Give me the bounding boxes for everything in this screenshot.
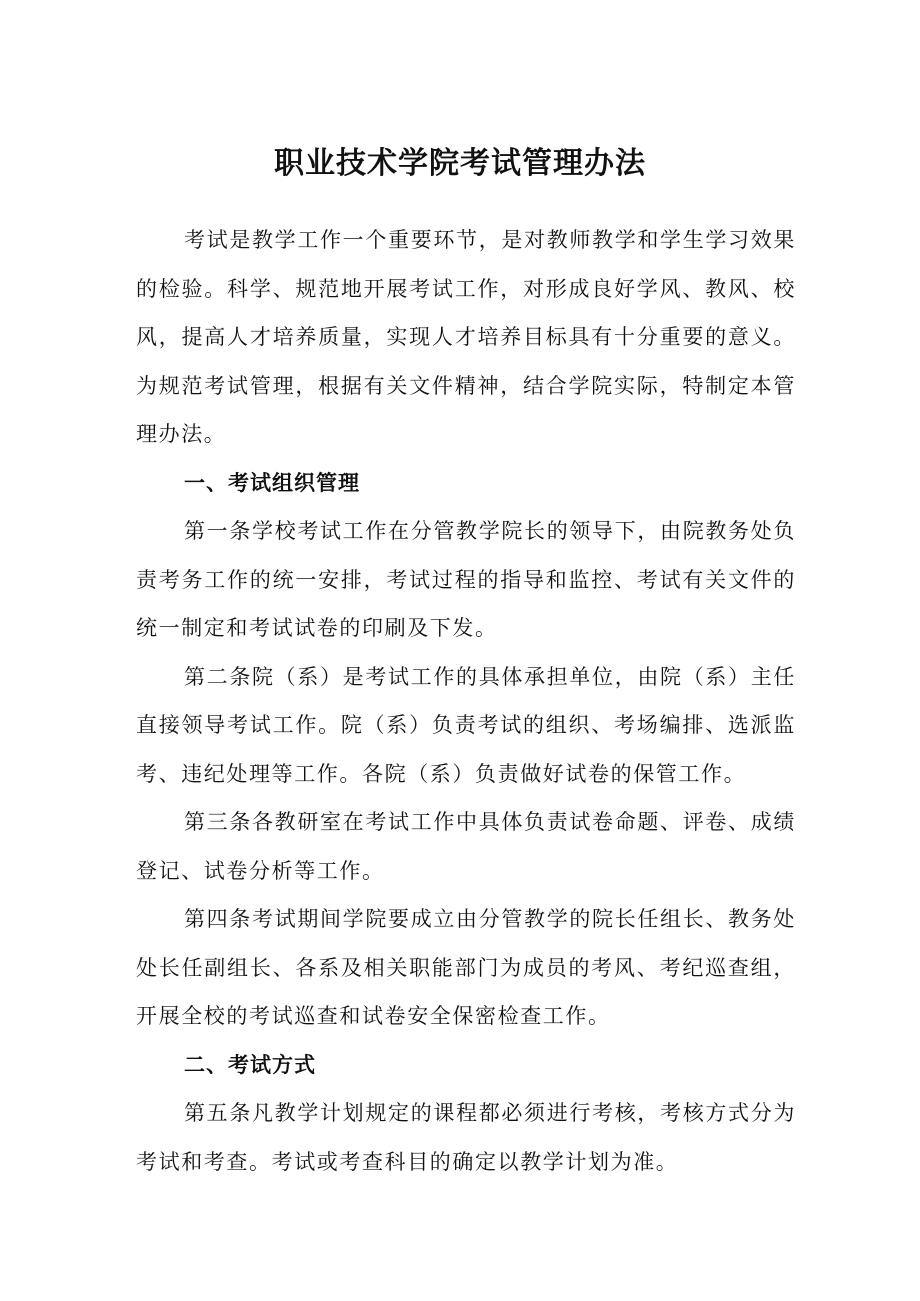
intro-paragraph: 考试是教学工作一个重要环节，是对教师教学和学生学习效果的检验。科学、规范地开展考试工作，对形成良好学风、教风、校风，提高人才培养质量，实现人才培养目标具有十分重要的意义。为规范考试管理，根据有关文件精神，结合学院实际，特制定本管理办法。 — [136, 228, 796, 446]
article-5-paragraph: 第五条凡教学计划规定的课程都必须进行考核，考核方式分为考试和考查。考试或考查科目的确定以教学计划为准。 — [136, 1101, 796, 1174]
article-3-paragraph: 第三条各教研室在考试工作中具体负责试卷命题、评卷、成绩登记、试卷分析等工作。 — [136, 810, 796, 883]
article-2-paragraph: 第二条院（系）是考试工作的具体承担单位，由院（系）主任直接领导考试工作。院（系）负责考试的组织、考场编排、选派监考、违纪处理等工作。各院（系）负责做好试卷的保管工作。 — [136, 664, 796, 786]
section-heading-exam-method: 二、考试方式 — [184, 1052, 316, 1077]
document-body — [136, 216, 796, 1186]
article-1-paragraph: 第一条学校考试工作在分管教学院长的领导下，由院教务处负责考务工作的统一安排，考试过程的指导和监控、考试有关文件的统一制定和考试试卷的印刷及下发。 — [136, 519, 796, 640]
section-heading-organization: 一、考试组织管理 — [184, 470, 360, 495]
document-title: 职业技术学院考试管理办法 — [274, 146, 646, 181]
article-4-paragraph: 第四条考试期间学院要成立由分管教学的院长任组长、教务处处长任副组长、各系及相关职能部门为成员的考风、考纪巡查组，开展全校的考试巡查和试卷安全保密检查工作。 — [136, 907, 796, 1028]
